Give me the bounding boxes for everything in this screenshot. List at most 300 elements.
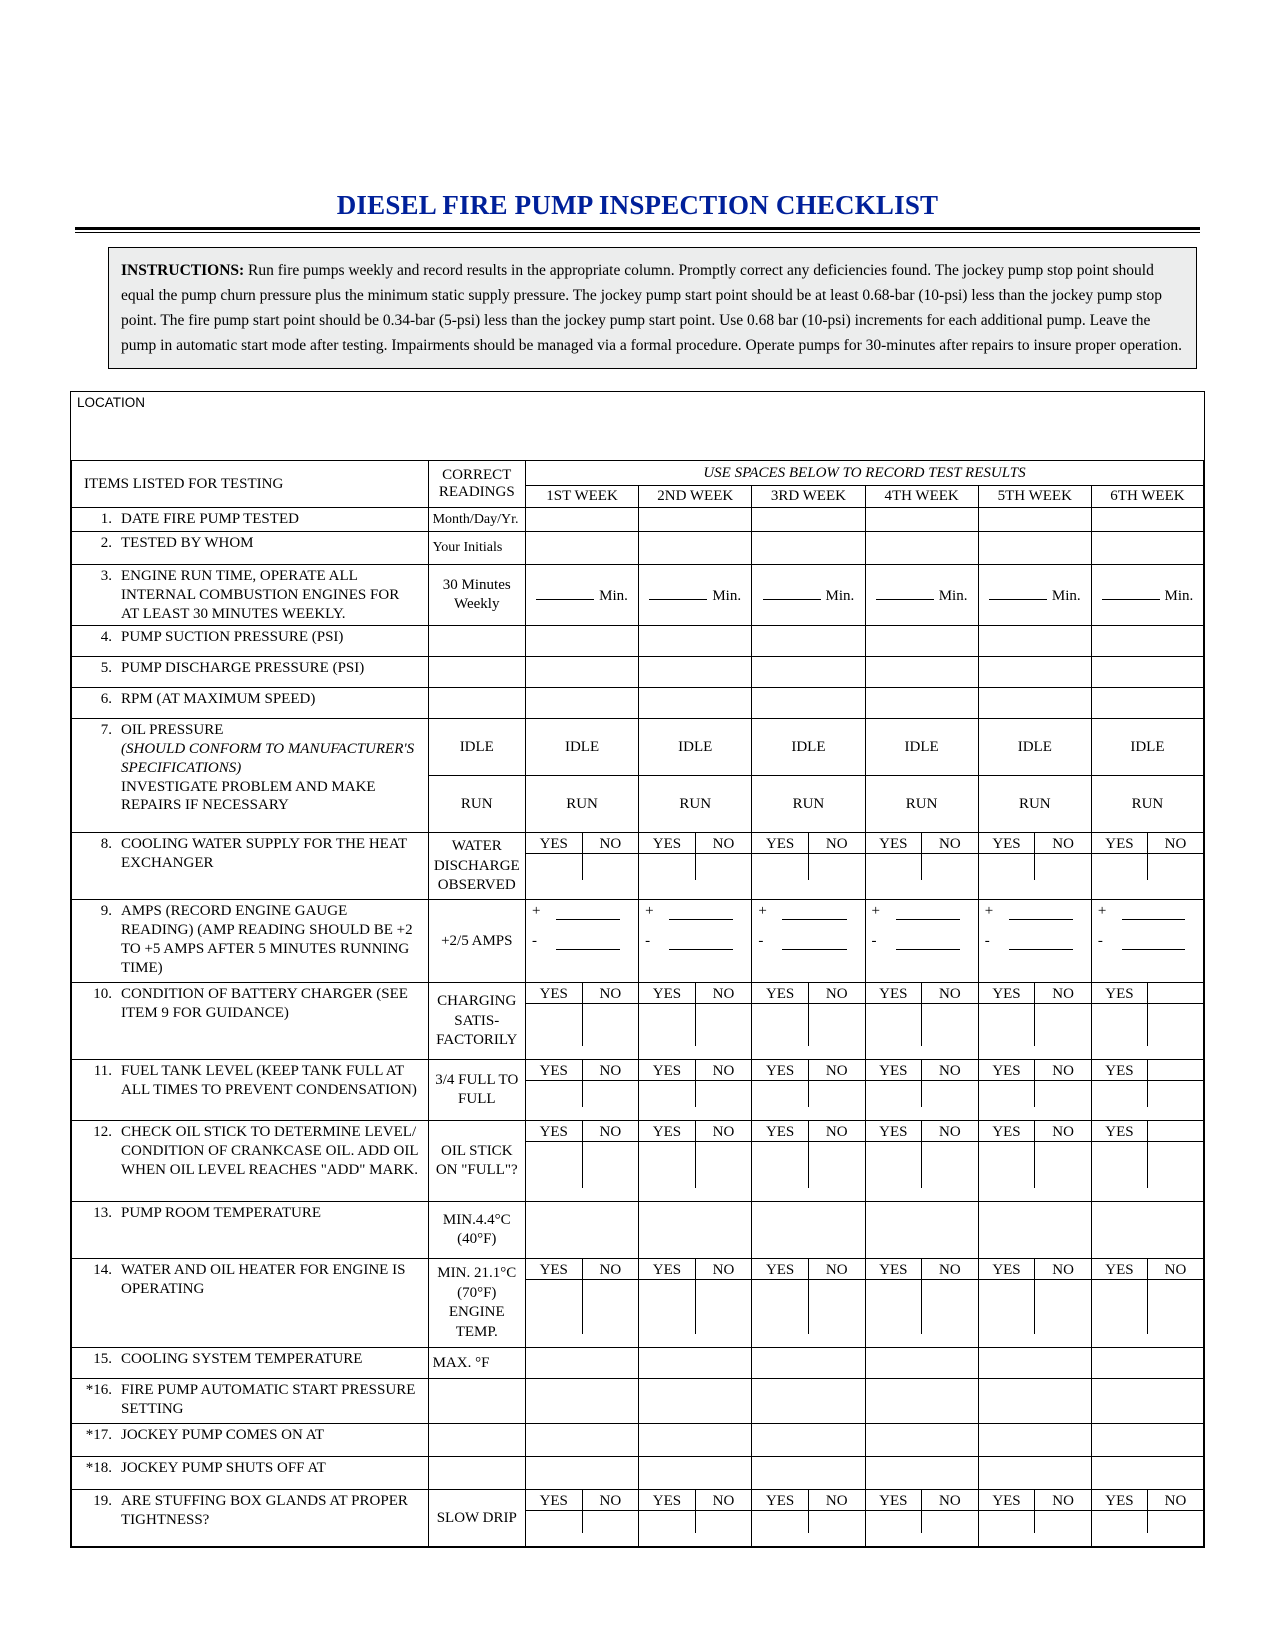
yes-no-cell[interactable] [639, 1121, 752, 1202]
write-line[interactable] [556, 906, 620, 920]
no-option[interactable]: NO [1052, 1262, 1074, 1279]
yes-entry[interactable] [639, 1280, 696, 1334]
yes-entry[interactable] [1092, 1081, 1148, 1107]
entry-cell[interactable] [978, 1457, 1091, 1490]
yes-entry[interactable] [752, 1081, 809, 1107]
write-line[interactable] [763, 586, 821, 600]
no-option[interactable]: NO [599, 1063, 622, 1080]
run-cell[interactable]: RUN [639, 776, 752, 833]
yes-option[interactable]: YES [866, 983, 923, 1003]
no-entry[interactable] [809, 1280, 865, 1334]
yes-entry[interactable] [639, 1081, 696, 1107]
item-text: CONDITION OF BATTERY CHARGER (SEE ITEM 9 FOR GUIDANCE) [121, 986, 408, 1022]
yes-no-cell[interactable] [978, 833, 1091, 900]
yes-option[interactable]: YES [526, 1121, 583, 1141]
entry-cell[interactable] [639, 1348, 752, 1379]
yes-entry[interactable] [526, 1511, 583, 1533]
no-option[interactable]: NO [1164, 1262, 1187, 1279]
entry-cell[interactable] [978, 1424, 1091, 1457]
yes-no-cell[interactable] [1091, 1060, 1203, 1121]
entry-cell[interactable] [525, 1424, 638, 1457]
yes-entry[interactable] [639, 1142, 696, 1188]
entry-cell[interactable] [865, 1379, 978, 1424]
write-line[interactable] [1009, 936, 1073, 950]
entry-cell[interactable] [865, 626, 978, 657]
amps-entry-cell[interactable] [1091, 900, 1203, 983]
yes-no-cell[interactable] [752, 1259, 865, 1348]
no-option[interactable] [1148, 1121, 1203, 1141]
week-header-4: 4TH WEEK [865, 486, 978, 508]
yes-entry[interactable] [752, 1142, 809, 1188]
entry-cell[interactable] [639, 626, 752, 657]
no-entry[interactable] [583, 854, 639, 880]
entry-cell[interactable] [752, 657, 865, 688]
entry-cell[interactable] [1091, 1379, 1203, 1424]
yes-entry[interactable] [866, 1081, 923, 1107]
yes-entry[interactable] [979, 1280, 1036, 1334]
no-option[interactable]: NO [1164, 1493, 1187, 1510]
entry-cell[interactable] [978, 1379, 1091, 1424]
no-entry[interactable] [696, 1280, 752, 1334]
item-number: 1. [100, 511, 112, 528]
no-entry[interactable] [1148, 1081, 1203, 1107]
entry-cell[interactable] [1091, 1424, 1203, 1457]
yes-no-cell[interactable] [752, 833, 865, 900]
yes-entry[interactable] [526, 854, 583, 880]
run-cell[interactable]: RUN [978, 776, 1091, 833]
yes-entry[interactable] [639, 1004, 696, 1046]
no-option[interactable]: NO [712, 1124, 735, 1141]
yes-option[interactable]: YES [526, 1060, 583, 1080]
yes-no-cell[interactable] [1091, 833, 1203, 900]
yes-entry[interactable] [866, 854, 923, 880]
write-line[interactable] [536, 586, 594, 600]
yes-option[interactable]: YES [1092, 1060, 1148, 1080]
entry-cell[interactable] [865, 1424, 978, 1457]
entry-cell[interactable] [639, 657, 752, 688]
yes-entry[interactable] [1092, 1511, 1148, 1533]
entry-cell[interactable] [752, 1424, 865, 1457]
entry-cell[interactable] [639, 688, 752, 719]
entry-cell[interactable] [1091, 626, 1203, 657]
yes-entry[interactable] [526, 1004, 583, 1046]
no-entry[interactable] [1035, 854, 1091, 880]
write-line[interactable] [782, 906, 846, 920]
yes-option[interactable]: YES [1092, 1259, 1148, 1279]
entry-cell[interactable] [525, 626, 638, 657]
yes-no-cell[interactable] [865, 1259, 978, 1348]
entry-cell[interactable] [525, 1202, 638, 1259]
yes-entry[interactable] [979, 1142, 1036, 1188]
amps-entry-cell[interactable] [525, 900, 638, 983]
yes-option[interactable]: YES [752, 1121, 809, 1141]
write-line[interactable] [669, 906, 733, 920]
entry-cell[interactable] [1091, 532, 1203, 565]
no-option[interactable]: NO [825, 1124, 848, 1141]
yes-option[interactable]: YES [979, 1121, 1036, 1141]
yes-option[interactable]: YES [866, 1490, 923, 1510]
no-entry[interactable] [809, 1004, 865, 1046]
yes-entry[interactable] [526, 1280, 583, 1334]
idle-cell[interactable]: IDLE [865, 719, 978, 776]
entry-cell[interactable] [865, 508, 978, 532]
yes-entry[interactable] [752, 1004, 809, 1046]
yes-no-cell[interactable] [639, 1060, 752, 1121]
entry-cell[interactable] [639, 1457, 752, 1490]
no-option[interactable]: NO [939, 1493, 961, 1510]
no-option[interactable] [1148, 1060, 1203, 1080]
no-option[interactable]: NO [712, 836, 735, 853]
yes-option[interactable]: YES [752, 983, 809, 1003]
no-option[interactable]: NO [599, 986, 622, 1003]
yes-no-cell[interactable] [525, 1490, 638, 1547]
entry-cell[interactable] [865, 1348, 978, 1379]
entry-cell[interactable] [1091, 1457, 1203, 1490]
no-entry[interactable] [1148, 1004, 1203, 1046]
yes-entry[interactable] [639, 854, 696, 880]
entry-cell[interactable] [1091, 688, 1203, 719]
no-option[interactable]: NO [939, 1124, 961, 1141]
minus-sign: - [531, 933, 537, 950]
no-option[interactable]: NO [1052, 986, 1074, 1003]
item-text: JOCKEY PUMP SHUTS OFF AT [121, 1460, 326, 1477]
no-entry[interactable] [809, 1142, 865, 1188]
no-option[interactable]: NO [825, 836, 848, 853]
yes-no-cell[interactable] [865, 1060, 978, 1121]
no-entry[interactable] [583, 1081, 639, 1107]
yes-option[interactable]: YES [866, 1121, 923, 1141]
run-cell[interactable]: RUN [752, 776, 865, 833]
no-option[interactable]: NO [825, 986, 848, 1003]
yes-entry[interactable] [979, 854, 1036, 880]
correct-reading-18 [428, 1457, 525, 1490]
item-number: 14. [93, 1262, 112, 1279]
idle-cell[interactable]: IDLE [752, 719, 865, 776]
no-option[interactable]: NO [712, 1493, 735, 1510]
no-option[interactable]: NO [599, 1262, 622, 1279]
entry-cell[interactable] [978, 626, 1091, 657]
no-entry[interactable] [696, 1004, 752, 1046]
entry-cell-minutes[interactable] [639, 565, 752, 626]
item-label-15 [72, 1348, 429, 1379]
entry-cell[interactable] [525, 532, 638, 565]
entry-cell[interactable] [525, 1457, 638, 1490]
no-entry[interactable] [1148, 1142, 1203, 1188]
no-entry[interactable] [1035, 1142, 1091, 1188]
write-line[interactable] [1009, 906, 1073, 920]
entry-cell[interactable] [978, 1348, 1091, 1379]
no-entry[interactable] [583, 1511, 639, 1533]
yes-option[interactable]: YES [752, 1259, 809, 1279]
item-label-18 [72, 1457, 429, 1490]
no-entry[interactable] [696, 1142, 752, 1188]
yes-option[interactable]: YES [639, 983, 696, 1003]
entry-cell[interactable] [525, 1348, 638, 1379]
no-entry[interactable] [922, 854, 978, 880]
entry-cell[interactable] [525, 1379, 638, 1424]
no-entry[interactable] [696, 854, 752, 880]
yes-option[interactable]: YES [752, 833, 809, 853]
write-line[interactable] [896, 906, 960, 920]
amps-entry-cell[interactable] [978, 900, 1091, 983]
entry-cell[interactable] [1091, 657, 1203, 688]
yes-option[interactable]: YES [1092, 833, 1148, 853]
entry-cell[interactable] [752, 508, 865, 532]
yes-entry[interactable] [866, 1280, 923, 1334]
entry-cell[interactable] [639, 1379, 752, 1424]
no-entry[interactable] [1035, 1004, 1091, 1046]
idle-cell[interactable]: IDLE [1091, 719, 1203, 776]
no-entry[interactable] [696, 1511, 752, 1533]
no-entry[interactable] [922, 1142, 978, 1188]
no-option[interactable]: NO [599, 1493, 622, 1510]
yes-no-cell[interactable] [752, 1060, 865, 1121]
yes-no-cell[interactable] [865, 833, 978, 900]
yes-option[interactable]: YES [639, 1060, 696, 1080]
item-number: 10. [93, 986, 112, 1003]
yes-no-cell[interactable] [639, 1259, 752, 1348]
yes-no-cell[interactable] [639, 983, 752, 1060]
no-option[interactable]: NO [599, 1124, 622, 1141]
yes-entry[interactable] [752, 1280, 809, 1334]
no-entry[interactable] [922, 1004, 978, 1046]
yes-no-cell[interactable] [978, 1060, 1091, 1121]
items-header: ITEMS LISTED FOR TESTING [72, 461, 429, 508]
correct-reading-17 [428, 1424, 525, 1457]
yes-entry[interactable] [866, 1511, 923, 1533]
write-line[interactable] [1122, 936, 1185, 950]
write-line[interactable] [649, 586, 707, 600]
yes-entry[interactable] [979, 1081, 1036, 1107]
yes-no-cell[interactable] [525, 1259, 638, 1348]
entry-cell[interactable] [752, 1379, 865, 1424]
entry-cell[interactable] [639, 1424, 752, 1457]
yes-entry[interactable] [866, 1142, 923, 1188]
yes-entry[interactable] [866, 1004, 923, 1046]
idle-cell[interactable]: IDLE [525, 719, 638, 776]
entry-cell[interactable] [752, 532, 865, 565]
write-line[interactable] [1102, 586, 1160, 600]
yes-no-cell[interactable] [978, 1259, 1091, 1348]
yes-no-cell[interactable] [865, 983, 978, 1060]
entry-cell-minutes[interactable] [1091, 565, 1203, 626]
no-entry[interactable] [809, 1081, 865, 1107]
entry-cell[interactable] [525, 688, 638, 719]
yes-entry[interactable] [752, 854, 809, 880]
yes-entry[interactable] [1092, 854, 1148, 880]
yes-no-cell[interactable] [525, 1121, 638, 1202]
yes-entry[interactable] [639, 1511, 696, 1533]
entry-cell[interactable] [865, 1202, 978, 1259]
no-option[interactable]: NO [939, 1063, 961, 1080]
no-entry[interactable] [583, 1280, 639, 1334]
write-line[interactable] [782, 936, 846, 950]
location-field[interactable] [71, 392, 1204, 460]
yes-option[interactable]: YES [526, 983, 583, 1003]
yes-option[interactable]: YES [526, 833, 583, 853]
yes-option[interactable]: YES [979, 1490, 1036, 1510]
no-entry[interactable] [1148, 1511, 1203, 1533]
no-entry[interactable] [922, 1081, 978, 1107]
write-line[interactable] [556, 936, 620, 950]
yes-option[interactable]: YES [1092, 1121, 1148, 1141]
idle-cell[interactable]: IDLE [639, 719, 752, 776]
yes-option[interactable]: YES [639, 1490, 696, 1510]
no-option[interactable]: NO [599, 836, 622, 853]
yes-no-cell[interactable] [865, 1490, 978, 1547]
yes-option[interactable]: YES [979, 1259, 1036, 1279]
yes-no-cell[interactable] [525, 833, 638, 900]
yes-entry[interactable] [526, 1081, 583, 1107]
yes-option[interactable]: YES [866, 1259, 923, 1279]
yes-option[interactable]: YES [526, 1490, 583, 1510]
yes-no-cell[interactable] [978, 983, 1091, 1060]
yes-entry[interactable] [1092, 1004, 1148, 1046]
entry-cell[interactable] [639, 532, 752, 565]
write-line[interactable] [896, 936, 960, 950]
no-option[interactable]: NO [825, 1063, 848, 1080]
yes-no-cell[interactable] [752, 1121, 865, 1202]
entry-cell-minutes[interactable] [865, 565, 978, 626]
entry-cell[interactable] [752, 1348, 865, 1379]
no-option[interactable]: NO [1052, 836, 1074, 853]
yes-no-cell[interactable] [1091, 1121, 1203, 1202]
no-entry[interactable] [583, 1142, 639, 1188]
item-number: 11. [93, 1063, 112, 1080]
no-entry[interactable] [809, 854, 865, 880]
entry-cell[interactable] [525, 508, 638, 532]
yes-option[interactable]: YES [752, 1490, 809, 1510]
no-option[interactable]: NO [939, 986, 961, 1003]
no-entry[interactable] [1148, 1280, 1203, 1334]
write-line[interactable] [669, 936, 733, 950]
no-option[interactable]: NO [939, 1262, 961, 1279]
yes-option[interactable]: YES [979, 983, 1036, 1003]
entry-cell[interactable] [752, 1457, 865, 1490]
yes-option[interactable]: YES [752, 1060, 809, 1080]
entry-cell[interactable] [865, 532, 978, 565]
idle-cell[interactable]: IDLE [978, 719, 1091, 776]
no-entry[interactable] [1148, 854, 1203, 880]
yes-no-cell[interactable] [865, 1121, 978, 1202]
yes-option[interactable]: YES [639, 1259, 696, 1279]
yes-entry[interactable] [752, 1511, 809, 1533]
yes-entry[interactable] [1092, 1142, 1148, 1188]
yes-no-cell[interactable] [1091, 983, 1203, 1060]
no-entry[interactable] [922, 1511, 978, 1533]
no-entry[interactable] [1035, 1280, 1091, 1334]
yes-option[interactable]: YES [639, 833, 696, 853]
yes-no-cell[interactable] [752, 983, 865, 1060]
entry-cell[interactable] [865, 1457, 978, 1490]
yes-option[interactable]: YES [639, 1121, 696, 1141]
entry-cell[interactable] [639, 1202, 752, 1259]
no-option[interactable]: NO [1164, 836, 1187, 853]
yes-no-cell[interactable] [1091, 1490, 1203, 1547]
write-line[interactable] [1122, 906, 1185, 920]
entry-cell[interactable] [978, 1202, 1091, 1259]
run-cell[interactable]: RUN [1091, 776, 1203, 833]
entry-cell[interactable] [978, 688, 1091, 719]
yes-option[interactable]: YES [1092, 1490, 1148, 1510]
table-row [72, 688, 1204, 719]
entry-cell-minutes[interactable] [752, 565, 865, 626]
entry-cell[interactable] [978, 508, 1091, 532]
entry-cell[interactable] [865, 657, 978, 688]
amps-entry-cell[interactable] [752, 900, 865, 983]
entry-cell[interactable] [752, 688, 865, 719]
entry-cell[interactable] [1091, 1202, 1203, 1259]
no-option[interactable] [1148, 983, 1203, 1003]
write-line[interactable] [876, 586, 934, 600]
yes-no-cell[interactable] [639, 833, 752, 900]
no-option[interactable]: NO [712, 1262, 735, 1279]
entry-cell[interactable] [525, 657, 638, 688]
no-entry[interactable] [583, 1004, 639, 1046]
entry-cell[interactable] [1091, 1348, 1203, 1379]
correct-reading-7-idle: IDLE [428, 719, 525, 776]
yes-no-cell[interactable] [639, 1490, 752, 1547]
yes-option[interactable]: YES [1092, 983, 1148, 1003]
no-option[interactable]: NO [825, 1493, 848, 1510]
yes-option[interactable]: YES [979, 833, 1036, 853]
yes-no-cell[interactable] [525, 1060, 638, 1121]
entry-cell[interactable] [752, 626, 865, 657]
run-cell[interactable]: RUN [865, 776, 978, 833]
yes-option[interactable]: YES [979, 1060, 1036, 1080]
no-option[interactable]: NO [1052, 1493, 1074, 1510]
entry-cell[interactable] [865, 688, 978, 719]
table-row [72, 833, 1204, 900]
yes-entry[interactable] [979, 1511, 1036, 1533]
no-entry[interactable] [809, 1511, 865, 1533]
amps-entry-cell[interactable] [639, 900, 752, 983]
no-entry[interactable] [922, 1280, 978, 1334]
entry-cell[interactable] [752, 1202, 865, 1259]
run-cell[interactable]: RUN [525, 776, 638, 833]
no-option[interactable]: NO [1052, 1124, 1074, 1141]
yes-no-cell[interactable] [978, 1121, 1091, 1202]
amps-entry-cell[interactable] [865, 900, 978, 983]
yes-no-cell[interactable] [525, 983, 638, 1060]
no-option[interactable]: NO [939, 836, 961, 853]
no-option[interactable]: NO [712, 1063, 735, 1080]
yes-no-cell[interactable] [978, 1490, 1091, 1547]
write-line[interactable] [989, 586, 1047, 600]
yes-option[interactable]: YES [526, 1259, 583, 1279]
yes-no-cell[interactable] [752, 1490, 865, 1547]
yes-entry[interactable] [1092, 1280, 1148, 1334]
entry-cell[interactable] [978, 532, 1091, 565]
yes-option[interactable]: YES [866, 1060, 923, 1080]
no-entry[interactable] [1035, 1081, 1091, 1107]
no-option[interactable]: NO [825, 1262, 848, 1279]
entry-cell[interactable] [1091, 508, 1203, 532]
item-label-5 [72, 657, 429, 688]
yes-option[interactable]: YES [866, 833, 923, 853]
entry-cell[interactable] [978, 657, 1091, 688]
yes-entry[interactable] [526, 1142, 583, 1188]
yes-entry[interactable] [979, 1004, 1036, 1046]
entry-cell[interactable] [639, 508, 752, 532]
yes-no-cell[interactable] [1091, 1259, 1203, 1348]
no-entry[interactable] [1035, 1511, 1091, 1533]
no-entry[interactable] [696, 1081, 752, 1107]
no-option[interactable]: NO [712, 986, 735, 1003]
entry-cell-minutes[interactable] [525, 565, 638, 626]
entry-cell-minutes[interactable] [978, 565, 1091, 626]
no-option[interactable]: NO [1052, 1063, 1074, 1080]
